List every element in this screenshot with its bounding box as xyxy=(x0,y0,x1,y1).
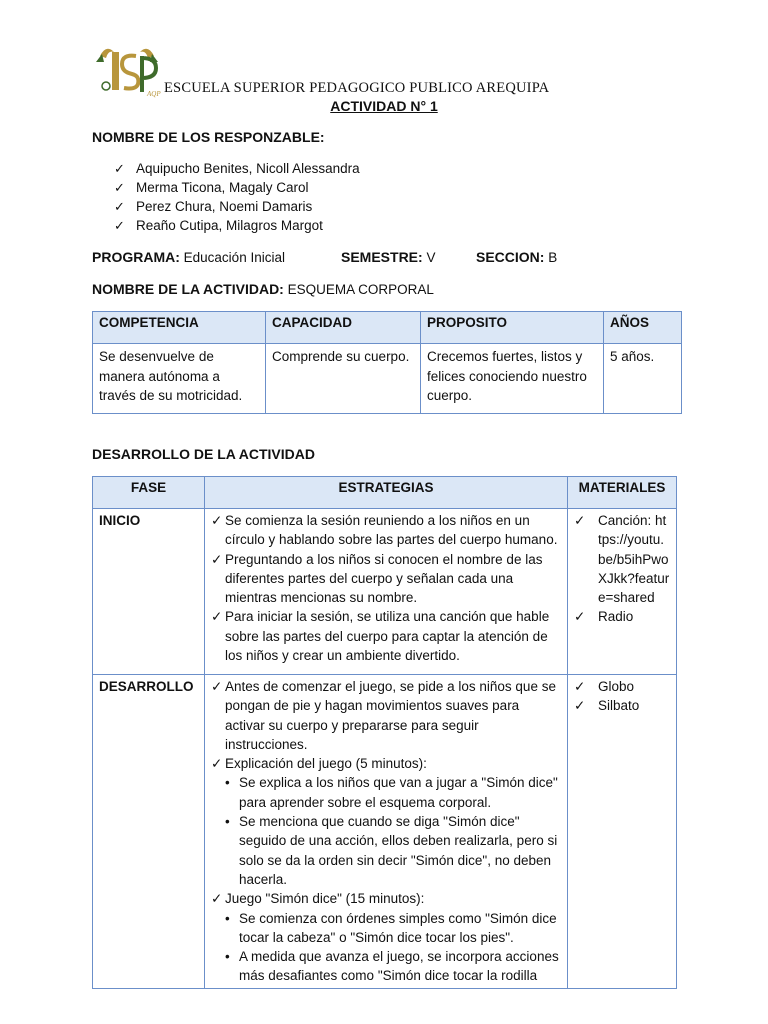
competencias-table xyxy=(92,311,682,414)
responsables-title: NOMBRE DE LOS RESPONZABLE: xyxy=(92,129,325,145)
checkmark-icon: ✓ xyxy=(574,698,586,714)
list-item: ✓ Radio xyxy=(574,607,670,626)
bullet-icon: • xyxy=(225,949,230,965)
checkmark-icon: ✓ xyxy=(211,609,223,625)
checkmark-icon: ✓ xyxy=(114,161,125,176)
strategies-cell xyxy=(205,675,568,989)
checkmark-icon: ✓ xyxy=(211,551,223,567)
list-item: ✓ Antes de comenzar el juego, se pide a los niños que se pongan de pie y hagan movimientos suaves para activar su cuerpo y prepararse para seguir instrucciones. xyxy=(211,679,556,752)
table-row xyxy=(93,675,677,989)
checkmark-icon: ✓ xyxy=(574,609,586,625)
checkmark-icon: ✓ xyxy=(114,199,125,214)
table-row xyxy=(93,344,682,414)
column-header: AÑOS xyxy=(604,312,682,344)
list-item: • Se menciona que cuando se diga "Simón dice" seguido de una acción, ellos deben realizarla, pero si solo se da la orden sin decir "Simón dice", no deben hacerla. xyxy=(225,814,558,887)
list-item: ✓ Aquipucho Benites, Nicoll Alessandra xyxy=(114,161,360,176)
checkmark-icon: ✓ xyxy=(114,180,125,195)
list-item: ✓ Para iniciar la sesión, se utiliza una canción que hable sobre las partes del cuerpo para captar la atención de los niños y crear un ambiente divertido. xyxy=(211,609,550,664)
checkmark-icon: ✓ xyxy=(211,513,223,528)
list-item: ✓ Perez Chura, Noemi Damaris xyxy=(114,199,313,214)
table-row xyxy=(93,509,677,675)
bullet-icon: • xyxy=(225,910,230,926)
list-item: ✓ Se comienza la sesión reuniendo a los niños en un círculo y hablando sobre las partes del cuerpo humano. xyxy=(211,513,558,548)
fase-cell: INICIO xyxy=(93,509,205,675)
activity-name-field: NOMBRE DE LA ACTIVIDAD: ESQUEMA CORPORAL xyxy=(92,281,434,297)
document-header xyxy=(92,42,692,102)
checkmark-icon: ✓ xyxy=(574,513,586,528)
bullet-icon: • xyxy=(225,775,230,791)
table-cell: Crecemos fuertes, listos y felices conociendo nuestro cuerpo. xyxy=(421,344,604,414)
column-header: FASE xyxy=(93,477,205,509)
list-item: ✓ Canción: https://youtu.be/b5ihPwoXJkk?feature=shared xyxy=(574,513,670,606)
school-name: ESCUELA SUPERIOR PEDAGOGICO PUBLICO AREQUIPA xyxy=(164,80,550,96)
bullet-icon: • xyxy=(225,814,230,830)
list-item: ✓ Explicación del juego (5 minutos): xyxy=(211,754,561,773)
list-item: ✓ Juego "Simón dice" (15 minutos): xyxy=(211,889,561,908)
materials-cell xyxy=(568,675,677,989)
materials-cell xyxy=(568,509,677,675)
section-title: DESARROLLO DE LA ACTIVIDAD xyxy=(92,446,315,462)
fase-cell: DESARROLLO xyxy=(93,675,205,989)
school-logo-icon xyxy=(92,42,162,100)
strategies-cell xyxy=(205,509,568,675)
table-cell: 5 años. xyxy=(604,344,682,414)
checkmark-icon: ✓ xyxy=(211,756,223,772)
list-item: • A medida que avanza el juego, se incorpora acciones más desafiantes como "Simón dice tocar la rodilla xyxy=(225,949,559,984)
column-header: CAPACIDAD xyxy=(266,312,421,344)
activity-title: ACTIVIDAD N° 1 xyxy=(330,98,438,114)
list-item: ✓ Merma Ticona, Magaly Carol xyxy=(114,180,309,195)
seccion-field: SECCION: B xyxy=(476,249,558,265)
list-item: ✓ Reaño Cutipa, Milagros Margot xyxy=(114,218,323,233)
column-header: ESTRATEGIAS xyxy=(205,477,568,509)
programa-field: PROGRAMA: Educación Inicial xyxy=(92,249,285,265)
checkmark-icon: ✓ xyxy=(114,218,125,233)
list-item: • Se comienza con órdenes simples como "Simón dice tocar la cabeza" o "Simón dice tocar los pies". xyxy=(225,910,557,945)
list-item: ✓ Preguntando a los niños si conocen el nombre de las diferentes partes del cuerpo y señalan cada una mientras mencionas su nombre. xyxy=(211,551,543,606)
checkmark-icon: ✓ xyxy=(211,891,223,907)
list-item: • Se explica a los niños que van a jugar a "Simón dice" para aprender sobre el esquema corporal. xyxy=(225,775,558,810)
table-cell: Comprende su cuerpo. xyxy=(266,344,421,414)
column-header: COMPETENCIA xyxy=(93,312,266,344)
table-cell: Se desenvuelve de manera autónoma a través de su motricidad. xyxy=(93,344,266,414)
logo-sub-text: AQP xyxy=(147,90,161,98)
responsables-list xyxy=(114,159,360,235)
column-header: PROPOSITO xyxy=(421,312,604,344)
checkmark-icon: ✓ xyxy=(574,679,586,694)
list-item: ✓ Globo xyxy=(574,677,670,696)
checkmark-icon: ✓ xyxy=(211,679,223,694)
column-header: MATERIALES xyxy=(568,477,677,509)
desarrollo-table xyxy=(92,476,677,989)
semestre-field: SEMESTRE: V xyxy=(341,249,436,265)
list-item: ✓ Silbato xyxy=(574,696,670,715)
